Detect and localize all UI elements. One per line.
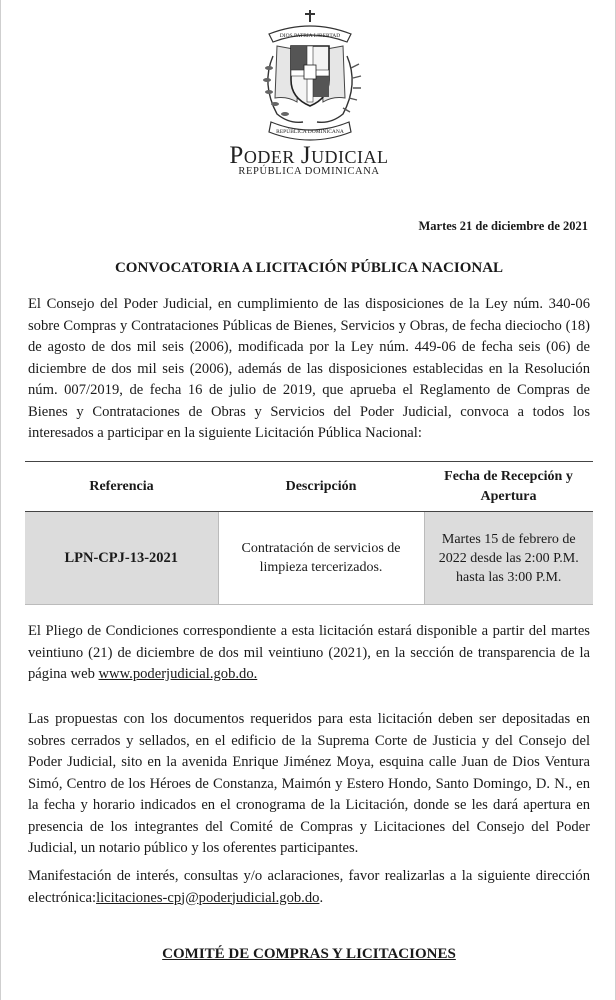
- website-link[interactable]: www.poderjudicial.gob.do.: [98, 666, 258, 682]
- inquiries-suffix: .: [319, 889, 324, 906]
- pliego-text: El Pliego de Condiciones correspondiente a esta licitación estará disponible a partir del martes veintiuno (21) de diciembre de dos mil veintiuno (2021), en la sección de transparencia de la página web: [28, 623, 590, 682]
- pliego-paragraph: [28, 621, 590, 686]
- email-link[interactable]: licitaciones-cpj@poderjudicial.gob.do: [96, 889, 320, 906]
- coat-of-arms-icon: [247, 6, 373, 146]
- intro-paragraph: El Consejo del Poder Judicial, en cumplimiento de las disposiciones de la Ley núm. 340-06 sobre Compras y Contrataciones Públicas de Bienes, Servicios y Obras, de fecha dieciocho (18) de agosto de dos mil seis (2006), modificada por la Ley núm. 449-06 de fecha seis (06) de diciembre de dos mil seis (2006), además de las disposiciones establecidas en la Resolución núm. 007/2019, de fecha 16 de julio de 2019, que aprueba el Reglamento de Compras de Bienes y Contrataciones de Obras y Servicios del Poder Judicial, convoca a todos los interesados a participar en la siguiente Licitación Pública Nacional:: [28, 296, 590, 441]
- inquiries-text: Manifestación de interés, consultas y/o aclaraciones, favor realizarlas a la siguiente dirección electrónica:: [28, 868, 590, 906]
- column-header-description: Descripción: [218, 462, 424, 512]
- cell-date: Martes 15 de febrero de 2022 desde las 2:00 P.M. hasta las 3:00 P.M.: [424, 512, 593, 605]
- organization-subtitle: REPÚBLICA DOMINICANA: [238, 166, 380, 177]
- document-title: CONVOCATORIA A LICITACIÓN PÚBLICA NACIONAL: [114, 260, 504, 276]
- proposals-paragraph: Las propuestas con los documentos requeridos para esta licitación deben ser depositadas en sobres cerrados y sellados, en el edificio de la Suprema Corte de Justicia y del Consejo del Poder Judicial, sito en la avenida Enrique Jiménez Moya, esquina calle Juan de Dios Ventura Simó, Centro de los Héroes de Constanza, Maimón y Estero Hondo, Santo Domingo, D. N., en la fecha y horario indicados en el cronograma de la Licitación, donde se les dará apertura en presencia de los integrantes del Comité de Compras y Licitaciones del Consejo del Poder Judicial, un notario público y los oferentes participantes.: [28, 711, 590, 856]
- emblem-scroll: REPÚBLICA DOMINICANA: [276, 129, 344, 135]
- tender-table: [25, 461, 593, 605]
- column-header-reference: Referencia: [25, 462, 218, 512]
- table-header-row: [25, 462, 593, 512]
- cell-description: Contratación de servicios de limpieza tercerizados.: [218, 512, 424, 605]
- organization-name: PODER JUDICIAL: [229, 142, 389, 169]
- committee-signature: COMITÉ DE COMPRAS Y LICITACIONES: [162, 946, 456, 962]
- column-header-date: Fecha de Recepción y Apertura: [424, 462, 593, 512]
- table-row: [25, 512, 593, 605]
- publication-date: Martes 21 de diciembre de 2021: [418, 219, 588, 233]
- inquiries-paragraph: [28, 866, 590, 909]
- emblem-motto: DIOS PATRIA LIBERTAD: [279, 33, 341, 39]
- cell-reference: LPN-CPJ-13-2021: [25, 512, 218, 605]
